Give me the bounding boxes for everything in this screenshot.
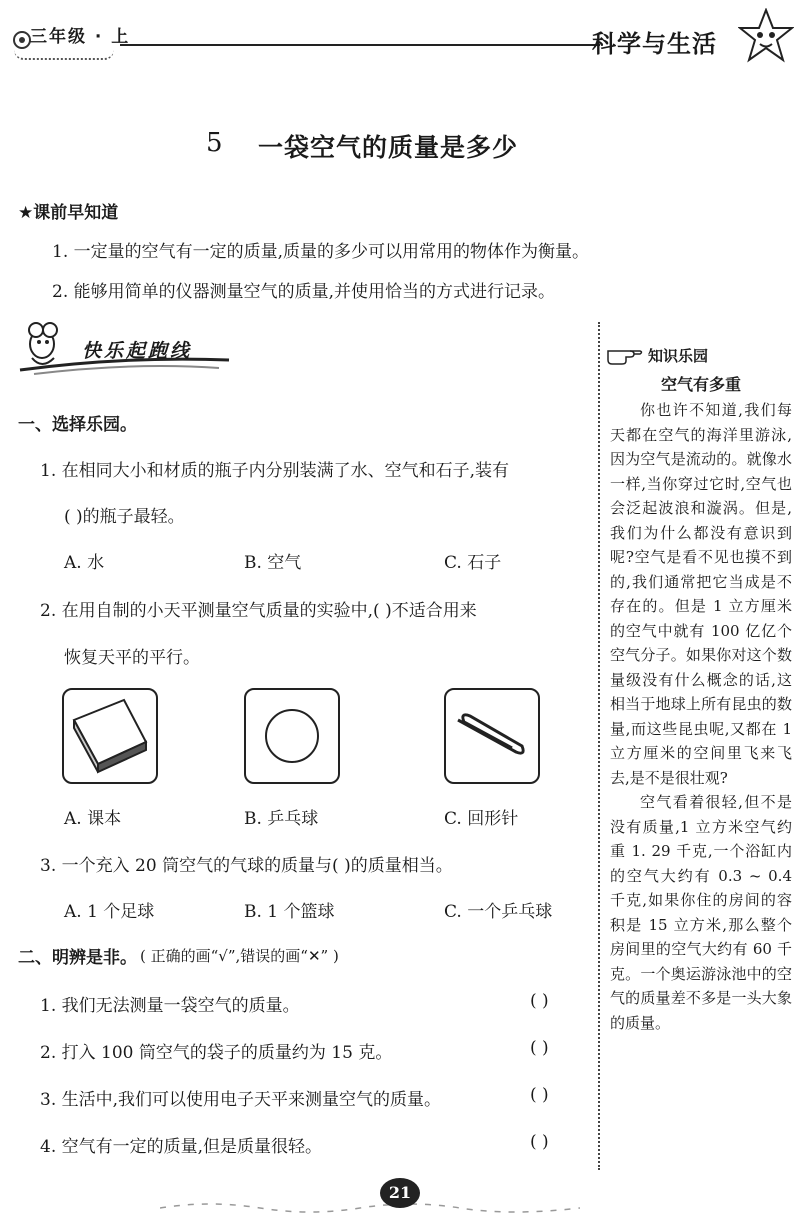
sidebar-paragraph-2: 空气看着很轻,但不是没有质量,1 立方米空气约重 1. 29 千克,一个浴缸内的空气大约有 0.3 ~ 0.4 千克,如果你住的房间的容积是 15 立方米,那么整个房间里的空气大约有 60 千克。一个奥运游泳池中的空气的质量差不多是一头大象的质量。 (610, 793, 792, 1032)
q2-option-a: A. 课本 (64, 809, 122, 829)
ball-icon (246, 690, 338, 782)
q3-option-a: A. 1 个足球 (64, 902, 155, 922)
tf-blank-2[interactable]: ( ) (530, 1038, 549, 1058)
lesson-number: 5 (206, 128, 223, 158)
sidebar-body (610, 398, 792, 1035)
preview-item-2: 2. 能够用简单的仪器测量空气的质量,并使用恰当的方式进行记录。 (52, 282, 556, 302)
column-divider (598, 322, 600, 1170)
header-subject: 科学与生活 (592, 30, 717, 58)
tf-blank-3[interactable]: ( ) (530, 1085, 549, 1105)
header-dotted-ornament (14, 50, 114, 60)
preview-item-1: 1. 一定量的空气有一定的质量,质量的多少可以用常用的物体作为衡量。 (52, 242, 590, 262)
q3-option-b: B. 1 个篮球 (244, 902, 335, 922)
sidebar-title: 空气有多重 (660, 375, 741, 394)
q1-option-b: B. 空气 (244, 553, 302, 573)
tf-item-4: 4. 空气有一定的质量,但是质量很轻。 (40, 1137, 323, 1157)
q2-option-c: C. 回形针 (444, 809, 519, 829)
sidebar-paragraph-1: 你也许不知道,我们每天都在空气的海洋里游泳,因为空气是流动的。就像水一样,当你穿过它时,空气也会泛起波浪和漩涡。但是,我们为什么都没有意识到呢?空气是看不见也摸不到的,我们通常把它当成是不存在的。但是 1 立方厘米的空气中就有 100 亿亿个空气分子。如果你对这个数量级没有什么概念的话,这相当于地球上所有昆虫的数量,而这些昆虫呢,又都在 1 立方厘米的空间里飞来飞去,是不是很壮观? (610, 401, 792, 787)
tf-item-3: 3. 生活中,我们可以使用电子天平来测量空气的质量。 (40, 1090, 442, 1110)
banner-label: 快乐起跑线 (82, 340, 193, 362)
q1-option-c: C. 石子 (444, 553, 502, 573)
q3-line1: 3. 一个充入 20 筒空气的气球的质量与( )的质量相当。 (40, 856, 453, 876)
tf-item-2: 2. 打入 100 筒空气的袋子的质量约为 15 克。 (40, 1043, 393, 1063)
lesson-title: 一袋空气的质量是多少 (258, 133, 519, 162)
tf-blank-4[interactable]: ( ) (530, 1132, 549, 1152)
section1-heading: 一、选择乐园。 (18, 415, 137, 435)
header-grade: 三年级 · 上 (30, 27, 131, 47)
q1-line1: 1. 在相同大小和材质的瓶子内分别装满了水、空气和石子,装有 (40, 461, 510, 481)
q2-line1: 2. 在用自制的小天平测量空气质量的实验中,( )不适合用来 (40, 601, 477, 621)
book-icon (64, 690, 156, 782)
footer-wave-ornament (160, 1198, 580, 1214)
q2-option-b: B. 乒乓球 (244, 809, 319, 829)
q1-option-a: A. 水 (64, 553, 105, 573)
page-number: 21 (380, 1178, 420, 1208)
paper-clip-icon (446, 690, 538, 782)
pointing-hand-icon (606, 343, 644, 365)
star-mascot-icon (738, 8, 794, 68)
sidebar-label: 知识乐园 (648, 347, 709, 365)
preview-heading: ★课前早知道 (18, 203, 119, 223)
ping-pong-picture (244, 688, 340, 784)
tf-blank-1[interactable]: ( ) (530, 991, 549, 1011)
tf-item-1: 1. 我们无法测量一袋空气的质量。 (40, 996, 300, 1016)
q1-line2: ( )的瓶子最轻。 (64, 507, 185, 527)
textbook-picture (62, 688, 158, 784)
section2-note: ( 正确的画“√”,错误的画“✕” ) (140, 947, 339, 965)
header-rule (120, 44, 600, 46)
section2-heading: 二、明辨是非。 (18, 948, 137, 968)
paper-clip-picture (444, 688, 540, 784)
q2-line2: 恢复天平的平行。 (64, 648, 200, 668)
q3-option-c: C. 一个乒乓球 (444, 902, 553, 922)
